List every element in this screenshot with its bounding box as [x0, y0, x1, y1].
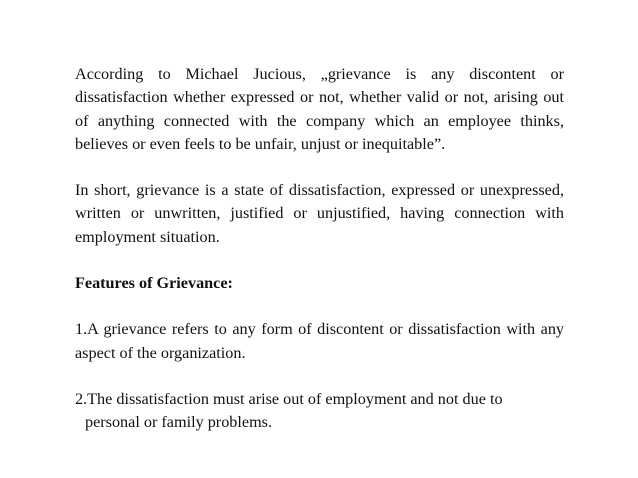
feature-item-1-line2: with any aspect of the organization. [75, 320, 565, 362]
feature-item-2-line1: 2.The dissatisfaction must arise out of employment and not due to [75, 389, 503, 408]
spacer [75, 365, 564, 388]
spacer [75, 295, 564, 318]
spacer [75, 249, 564, 272]
feature-item-1-line1: 1.A grievance refers to any form of discontent or dissatisfaction [75, 320, 501, 339]
features-heading: Features of Grievance: [75, 274, 233, 293]
feature-item-2 [75, 388, 564, 435]
summary-paragraph: In short, grievance is a state of dissatisfaction, expressed or unexpressed, written or unwritten, justified or unjustified, having connection with employment situation. [75, 181, 564, 246]
definition-paragraph: According to Michael Jucious, „grievance is any discontent or dissatisfaction whether expressed or not, whether valid or not, arising out of anything connected with the company which an employee thinks, believes or even feels to be unfair, unjust or inequitable”. [75, 65, 564, 153]
slide-content [75, 63, 564, 435]
spacer [75, 156, 564, 179]
feature-item-1 [75, 318, 564, 365]
feature-item-2-line2: personal or family problems. [85, 413, 273, 432]
